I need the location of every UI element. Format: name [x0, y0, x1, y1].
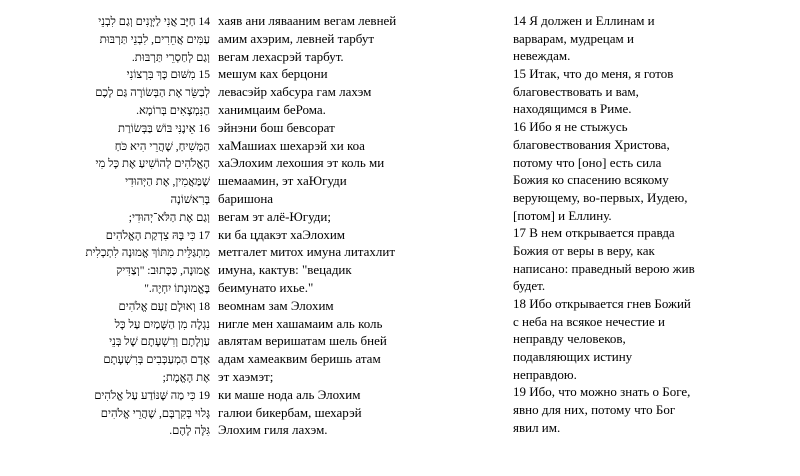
- transliteration-line: левасэйр хабсура гам лахэм: [218, 84, 372, 100]
- russian-line: 16 Ибо я не стыжусь: [513, 119, 628, 135]
- transliteration-line: имуна, кактув: "вецадик: [218, 262, 352, 278]
- transliteration-line: авлятам веришатам шель бней: [218, 333, 387, 349]
- russian-line: 14 Я должен и Еллинам и: [513, 13, 655, 28]
- hebrew-line: שֶׁמַּאֲמִין, אֶת הַיְּהוּדִי: [125, 176, 210, 189]
- russian-line: явил им.: [513, 419, 561, 435]
- hebrew-line: 16 אֵינֶנִּי בּוֹשׁ בַּבְּשׂוֹרַת: [118, 122, 210, 135]
- hebrew-line: בָּרִאשׁוֹנָה: [170, 193, 210, 206]
- russian-line: 15 Итак, что до меня, я готов: [513, 66, 674, 82]
- transliteration-line: эт хаэмэт;: [218, 368, 274, 384]
- hebrew-line: מִתְגַּלֵּית מִתּוֹךְ אֱמוּנָה לִתְכְלִית: [85, 247, 210, 260]
- hebrew-line: 17 כִּי בָּהּ צִדְקַת הָאֱלֹהִים: [105, 229, 210, 242]
- transliteration-line: ки ба цдакэт хаЭлохим: [218, 226, 346, 242]
- hebrew-line: אָדָם הַמְעַכְּבִים בְּרִשְׁעָתָם: [103, 354, 210, 367]
- hebrew-line: הָאֱלֹהִים לְהוֹשִׁיעַ אֶת כָּל מִי: [95, 158, 210, 171]
- hebrew-line: הַמָּשִׁיחַ, שֶׁהֲרֵי הִיא כֹּחַ: [114, 140, 210, 153]
- transliteration-line: вегам эт алё-Югуди;: [218, 208, 331, 224]
- hebrew-line: עַמִּים אֲחֵרִים, לִבְנֵי תַּרְבּוּת: [99, 33, 210, 46]
- russian-line: потому что [оно] есть сила: [513, 154, 662, 170]
- hebrew-line: וְגַם לְחַסְרֵי תַּרְבּוּת.: [131, 51, 210, 64]
- hebrew-line: 14 חַיָּב אֲנִי לַיְּוָנִים וְגַם לִבְנֵי: [98, 16, 210, 28]
- transliteration-line: метгалет митох имуна литахлит: [218, 244, 396, 260]
- hebrew-line: 18 וְאוּלָם זַעַם אֱלֹהִים: [118, 300, 210, 313]
- russian-line: явно для них, потому что Бог: [513, 402, 676, 418]
- russian-line: Божия ко спасению всякому: [513, 172, 669, 188]
- transliteration-line: ханимцаим беРома.: [218, 101, 326, 117]
- hebrew-line: וְגַם אֶת הַלֹּא־יְהוּדִי;: [128, 211, 210, 224]
- russian-line: 17 В нем открывается правда: [513, 225, 675, 241]
- hebrew-line: בֶּאֱמוּנָתוֹ יִחְיֶה.": [144, 282, 210, 295]
- transliteration-line: вегам лехасрэй тарбут.: [218, 48, 344, 64]
- transliteration-line: беимунато ихье.": [218, 279, 314, 295]
- transliteration-line: галюи бикербам, шехарэй: [218, 404, 362, 420]
- hebrew-line: נִגְלֶה מִן הַשָּׁמַיִם עַל כָּל: [114, 318, 210, 331]
- transliteration-column: [218, 12, 468, 439]
- hebrew-line: 15 מִשּׁוּם כָּךְ בִּרְצוֹנִי: [126, 69, 210, 82]
- hebrew-text-column: [72, 14, 210, 441]
- russian-line: благовествовать и вам,: [513, 83, 639, 99]
- hebrew-line: גָּלוּי בְּקִרְבָּם, שֶׁהֲרֵי אֱלֹהִים: [100, 407, 210, 420]
- transliteration-line: ки маше нода аль Элохим: [218, 386, 361, 402]
- hebrew-line: אֱמוּנָה, כַּכָּתוּב: "וְצַדִּיק: [116, 265, 210, 278]
- transliteration-line: амим ахэрим, левней тарбут: [218, 30, 375, 46]
- transliteration-line: эйнэни бош бевсорат: [218, 119, 335, 135]
- russian-line: будет.: [513, 278, 546, 294]
- transliteration-line: шемаамин, эт хаЮгуди: [218, 173, 347, 189]
- russian-line: благовествования Христова,: [513, 136, 670, 152]
- russian-line: написано: праведный верою жив: [513, 260, 695, 276]
- transliteration-line: хаЭлохим лехошия эт коль ми: [218, 155, 385, 171]
- russian-line: неправду человеков,: [513, 331, 626, 347]
- transliteration-line: нигле мен хашамаим аль коль: [218, 315, 383, 331]
- transliteration-line: Элохим гиля лахэм.: [218, 422, 328, 438]
- transliteration-line: баришона: [218, 190, 274, 206]
- russian-line: верующему, во-первых, Иудею,: [513, 189, 688, 205]
- transliteration-line: веомнам зам Элохим: [218, 297, 334, 313]
- hebrew-line: אֶת הָאֱמֶת;: [162, 371, 210, 384]
- russian-line: неправдою.: [513, 366, 577, 382]
- russian-translation-column: [513, 12, 788, 437]
- russian-line: находящимся в Риме.: [513, 101, 632, 117]
- russian-line: [потом] и Еллину.: [513, 207, 612, 223]
- russian-line: Божия от веры в веру, как: [513, 242, 655, 258]
- transliteration-line: хаяв ани лявааним вегам левней: [218, 13, 397, 28]
- transliteration-line: хаМашиах шехарэй хи коа: [218, 137, 365, 153]
- russian-line: подавляющих истину: [513, 349, 633, 365]
- hebrew-line: לְבַשֵּׂר אֶת הַבְּשׂוֹרָה גַּם לָכֶם: [95, 87, 210, 100]
- russian-line: невеждам.: [513, 48, 571, 64]
- hebrew-line: עַוְלָתָם וְרִשְׁעָתָם שֶׁל בְּנֵי: [109, 336, 210, 349]
- russian-line: с неба на всякое нечестие и: [513, 313, 665, 329]
- hebrew-line: הַנִּמְצָאִים בְּרוֹמָא.: [136, 104, 210, 117]
- transliteration-line: адам хамеаквим беришь атам: [218, 351, 381, 367]
- russian-line: варварам, мудрецам и: [513, 30, 634, 46]
- russian-line: 19 Ибо, что можно знать о Боге,: [513, 384, 691, 400]
- russian-line: 18 Ибо открывается гнев Божий: [513, 296, 691, 311]
- hebrew-line: גִּלָּה לָהֶם.: [169, 425, 210, 438]
- transliteration-line: мешум ках берцони: [218, 66, 328, 82]
- hebrew-line: 19 כִּי מַה שֶּׁנּוֹדַע עַל אֱלֹהִים: [94, 389, 210, 402]
